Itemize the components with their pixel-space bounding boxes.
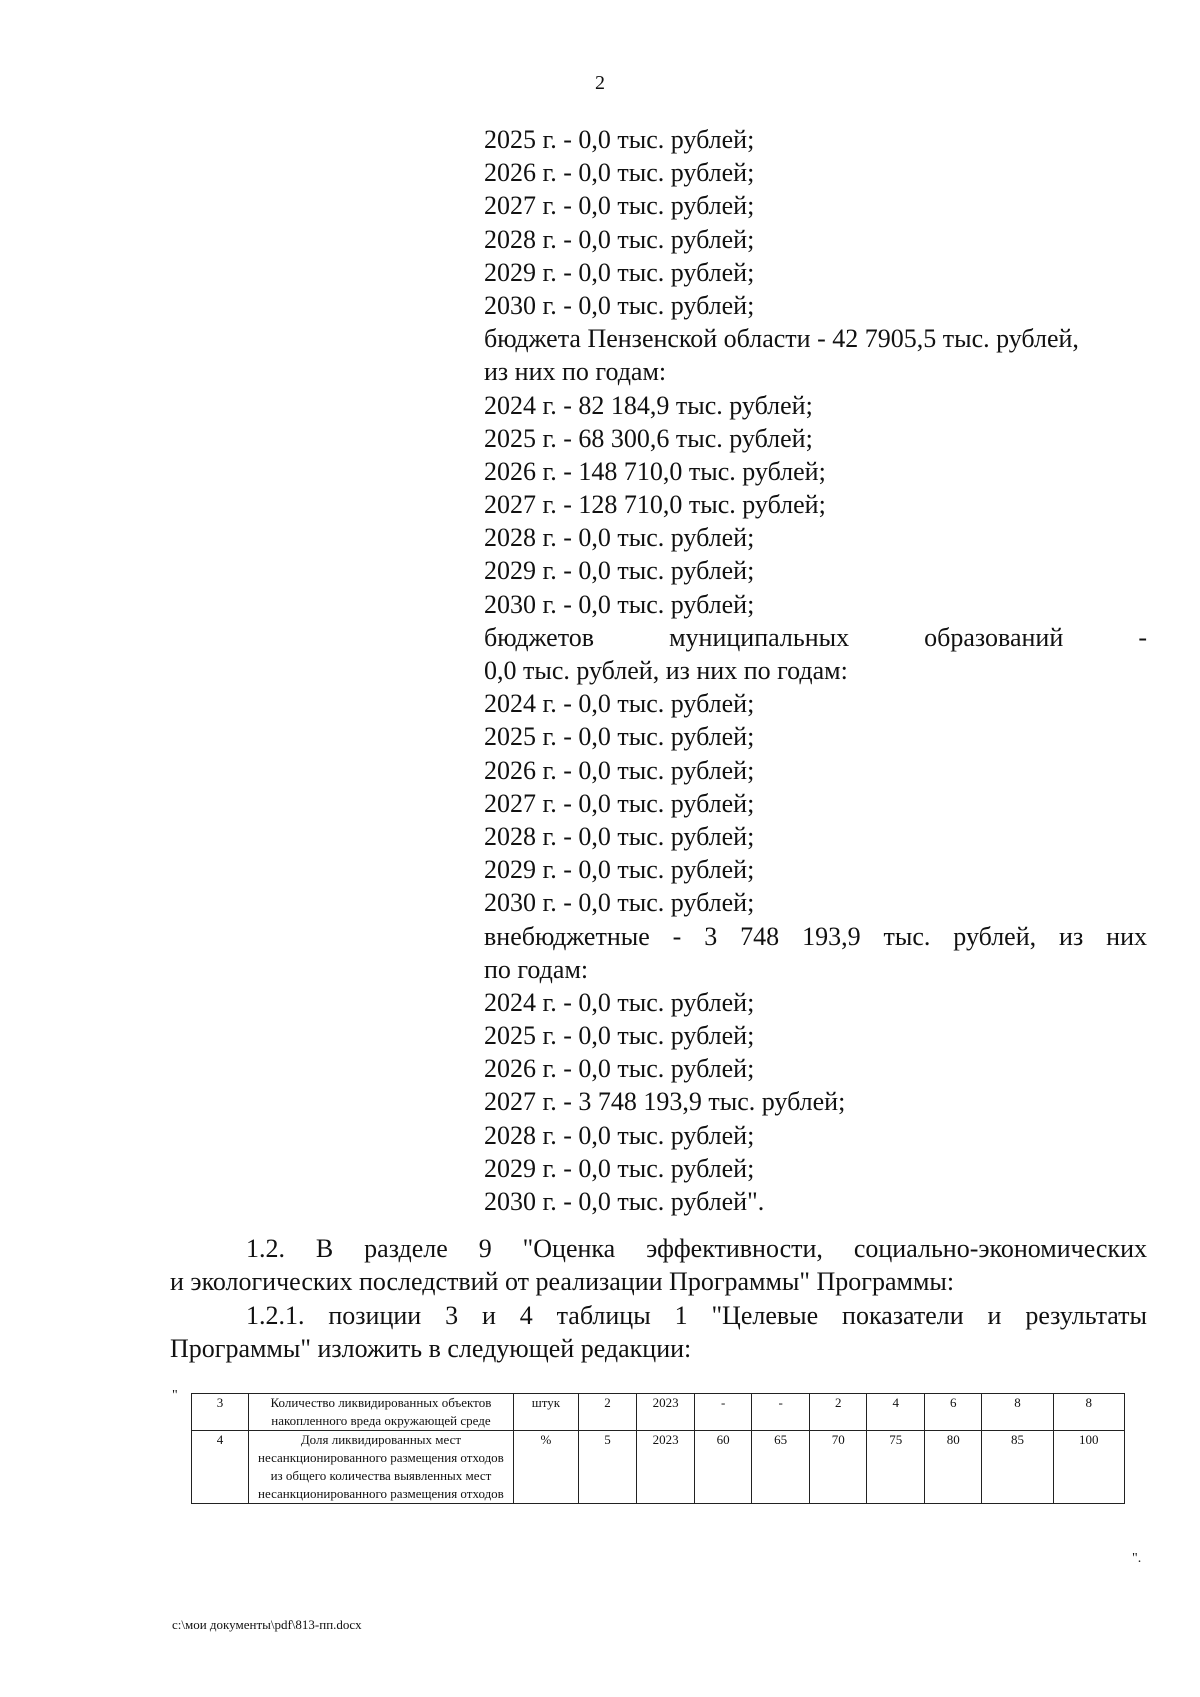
- funding-line: внебюджетные - 3 748 193,9 тыс. рублей, из них: [484, 921, 1147, 951]
- funding-line: 2030 г. - 0,0 тыс. рублей;: [484, 589, 755, 619]
- table-cell: Количество ликвидированных объектов накопленного вреда окружающей среде: [249, 1394, 514, 1431]
- targets-table: [191, 1393, 1125, 1504]
- table-cell: -: [752, 1394, 810, 1431]
- table-cell: 60: [695, 1431, 752, 1504]
- section-1-2-1-line: Программы" изложить в следующей редакции:: [170, 1334, 692, 1364]
- funding-line: 2028 г. - 0,0 тыс. рублей;: [484, 1120, 755, 1150]
- table-cell: 80: [925, 1431, 982, 1504]
- table-cell: 6: [925, 1394, 982, 1431]
- funding-line: 2026 г. - 0,0 тыс. рублей;: [484, 158, 755, 188]
- table-cell: 4: [867, 1394, 925, 1431]
- funding-line: 2027 г. - 3 748 193,9 тыс. рублей;: [484, 1087, 846, 1117]
- table-cell: 85: [982, 1431, 1053, 1504]
- funding-line: бюджета Пензенской области - 42 7905,5 тыс. рублей,: [484, 324, 1079, 354]
- table-row: [192, 1431, 1125, 1504]
- table-cell: 2023: [637, 1431, 695, 1504]
- funding-line: 2025 г. - 0,0 тыс. рублей;: [484, 1021, 755, 1051]
- funding-line: 2029 г. - 0,0 тыс. рублей;: [484, 1153, 755, 1183]
- funding-line: 2025 г. - 0,0 тыс. рублей;: [484, 722, 755, 752]
- section-1-2-line: 1.2. В разделе 9 "Оценка эффективности, социально-экономических: [246, 1234, 1147, 1263]
- table-cell: %: [513, 1431, 578, 1504]
- table-cell: 4: [192, 1431, 249, 1504]
- funding-line: 2028 г. - 0,0 тыс. рублей;: [484, 821, 755, 851]
- funding-line: 2026 г. - 148 710,0 тыс. рублей;: [484, 456, 826, 486]
- table-cell: 2: [810, 1394, 867, 1431]
- table-cell: -: [695, 1394, 752, 1431]
- funding-line: 2027 г. - 128 710,0 тыс. рублей;: [484, 490, 826, 520]
- page-number: 2: [595, 72, 605, 94]
- table-row: [192, 1394, 1125, 1431]
- table-cell: 8: [1053, 1394, 1124, 1431]
- table-cell: 65: [752, 1431, 810, 1504]
- funding-line: 2025 г. - 68 300,6 тыс. рублей;: [484, 423, 813, 453]
- funding-line: 2029 г. - 0,0 тыс. рублей;: [484, 257, 755, 287]
- funding-line: по годам:: [484, 954, 589, 984]
- table-cell: 2: [579, 1394, 637, 1431]
- table-cell: 3: [192, 1394, 249, 1431]
- funding-line: 2024 г. - 0,0 тыс. рублей;: [484, 689, 755, 719]
- funding-line: 2029 г. - 0,0 тыс. рублей;: [484, 556, 755, 586]
- funding-line: 2030 г. - 0,0 тыс. рублей".: [484, 1187, 765, 1216]
- table-cell: 70: [810, 1431, 867, 1504]
- funding-line: 0,0 тыс. рублей, из них по годам:: [484, 656, 848, 685]
- open-quote: ": [172, 1388, 178, 1403]
- section-1-2-1-paragraph: [170, 1299, 1147, 1365]
- funding-line: 2024 г. - 0,0 тыс. рублей;: [484, 987, 755, 1017]
- funding-line: 2030 г. - 0,0 тыс. рублей;: [484, 888, 755, 918]
- section-1-2-line: и экологических последствий от реализации Программы" Программы:: [170, 1267, 955, 1297]
- funding-line: 2028 г. - 0,0 тыс. рублей;: [484, 523, 755, 553]
- file-path-footer: c:\мои документы\pdf\813-пп.docx: [172, 1617, 362, 1632]
- funding-line: 2029 г. - 0,0 тыс. рублей;: [484, 855, 755, 885]
- table-cell: 100: [1053, 1431, 1124, 1504]
- funding-line: 2026 г. - 0,0 тыс. рублей;: [484, 1054, 755, 1084]
- funding-line: 2030 г. - 0,0 тыс. рублей;: [484, 290, 755, 320]
- funding-line: бюджетов муниципальных образований -: [484, 622, 1147, 652]
- funding-block: [484, 123, 1147, 1218]
- funding-line: 2026 г. - 0,0 тыс. рублей;: [484, 755, 755, 785]
- funding-line: 2027 г. - 0,0 тыс. рублей;: [484, 191, 755, 221]
- close-quote: ".: [1132, 1551, 1142, 1566]
- funding-line: из них по годам:: [484, 357, 667, 387]
- funding-line: 2024 г. - 82 184,9 тыс. рублей;: [484, 390, 813, 420]
- table-cell: штук: [513, 1394, 578, 1431]
- table-cell: 75: [867, 1431, 925, 1504]
- table-cell: 5: [579, 1431, 637, 1504]
- funding-line: 2025 г. - 0,0 тыс. рублей;: [484, 125, 755, 154]
- funding-line: 2027 г. - 0,0 тыс. рублей;: [484, 788, 755, 818]
- table-cell: 8: [982, 1394, 1053, 1431]
- section-1-2-1-line: 1.2.1. позиции 3 и 4 таблицы 1 "Целевые показатели и результаты: [246, 1301, 1147, 1330]
- table-cell: 2023: [637, 1394, 695, 1431]
- funding-line: 2028 г. - 0,0 тыс. рублей;: [484, 224, 755, 254]
- table-cell: Доля ликвидированных мест несанкционированного размещения отходов из общего количества выявленных мест несанкционированного размещения отходов: [249, 1431, 514, 1504]
- section-1-2-paragraph: [170, 1232, 1147, 1298]
